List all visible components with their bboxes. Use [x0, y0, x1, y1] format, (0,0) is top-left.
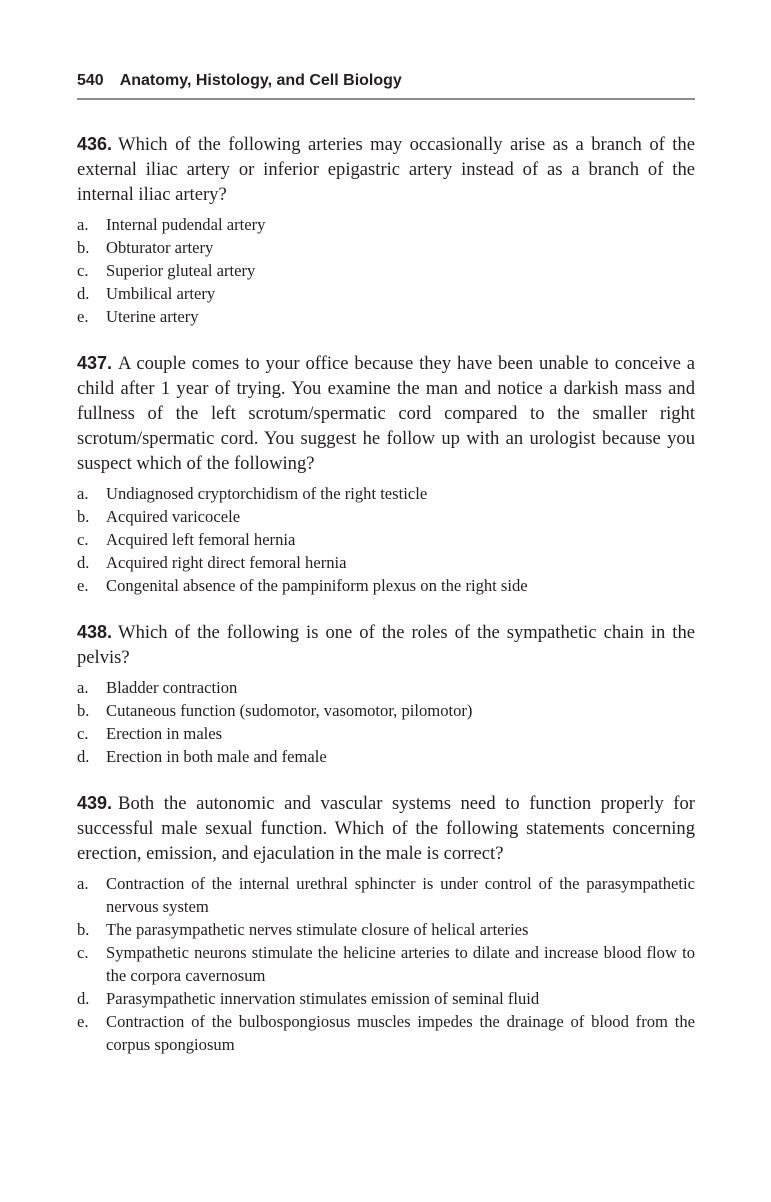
option-letter: c. [77, 261, 89, 280]
option-text: Acquired left femoral hernia [106, 530, 296, 549]
option-letter: d. [77, 553, 90, 572]
answer-options [77, 482, 695, 597]
option-letter: d. [77, 747, 90, 766]
option-text: Internal pudendal artery [106, 215, 266, 234]
question-437 [77, 351, 695, 597]
option-text: Contraction of the bulbospongiosus muscles impedes the drainage of blood from the corpus spongiosum [106, 1012, 695, 1054]
book-title: Anatomy, Histology, and Cell Biology [119, 72, 402, 89]
question-text: A couple comes to your office because they have been unable to conceive a child after 1 year of trying. You examine the man and notice a darkish mass and fullness of the left scrotum/spermatic cord compared to the smaller right scrotum/spermatic cord. You suggest he follow up with an urologist because you suspect which of the following? [77, 353, 695, 474]
answer-option [77, 987, 695, 1010]
page-number: 540 [77, 72, 104, 89]
option-letter: a. [77, 874, 89, 893]
answer-options [77, 213, 695, 328]
option-letter: c. [77, 724, 89, 743]
option-letter: a. [77, 678, 89, 697]
option-text: Superior gluteal artery [106, 261, 256, 280]
header-rule [77, 98, 695, 100]
option-letter: c. [77, 943, 89, 962]
question-number: 439. [77, 793, 113, 813]
answer-option [77, 872, 695, 918]
question-number: 437. [77, 353, 113, 373]
answer-option [77, 676, 695, 699]
option-text: The parasympathetic nerves stimulate closure of helical arteries [106, 920, 529, 939]
option-letter: d. [77, 989, 90, 1008]
option-letter: b. [77, 507, 90, 526]
option-text: Congenital absence of the pampiniform plexus on the right side [106, 576, 528, 595]
option-letter: d. [77, 284, 90, 303]
question-text: Both the autonomic and vascular systems need to function properly for successful male sexual function. Which of the following statements concerning erection, emission, and ejaculation in the male is correct? [77, 793, 695, 864]
option-text: Undiagnosed cryptorchidism of the right testicle [106, 484, 428, 503]
answer-option [77, 745, 695, 768]
option-letter: c. [77, 530, 89, 549]
question-text: Which of the following is one of the roles of the sympathetic chain in the pelvis? [77, 622, 695, 668]
answer-option [77, 505, 695, 528]
option-text: Parasympathetic innervation stimulates emission of seminal fluid [106, 989, 540, 1008]
question-number: 438. [77, 622, 113, 642]
question-439 [77, 791, 695, 1056]
answer-option [77, 722, 695, 745]
option-text: Cutaneous function (sudomotor, vasomotor, pilomotor) [106, 701, 473, 720]
option-text: Sympathetic neurons stimulate the helicine arteries to dilate and increase blood flow to the corpora cavernosum [106, 943, 695, 985]
question-436 [77, 132, 695, 328]
option-text: Uterine artery [106, 307, 199, 326]
answer-option [77, 282, 695, 305]
answer-option [77, 259, 695, 282]
option-text: Acquired varicocele [106, 507, 241, 526]
question-stem [77, 620, 695, 670]
answer-options [77, 872, 695, 1056]
option-letter: a. [77, 215, 89, 234]
option-letter: b. [77, 920, 90, 939]
option-text: Contraction of the internal urethral sphincter is under control of the parasympathetic nervous system [106, 874, 695, 916]
question-text: Which of the following arteries may occasionally arise as a branch of the external iliac artery or inferior epigastric artery instead of as a branch of the internal iliac artery? [77, 134, 695, 205]
option-letter: b. [77, 238, 90, 257]
question-list [77, 132, 695, 1079]
answer-option [77, 551, 695, 574]
option-letter: e. [77, 1012, 89, 1031]
running-head [77, 71, 695, 91]
answer-option [77, 941, 695, 987]
option-letter: b. [77, 701, 90, 720]
answer-option [77, 305, 695, 328]
answer-option [77, 918, 695, 941]
option-text: Erection in both male and female [106, 747, 327, 766]
option-letter: a. [77, 484, 89, 503]
answer-option [77, 528, 695, 551]
question-stem [77, 791, 695, 866]
option-text: Acquired right direct femoral hernia [106, 553, 347, 572]
answer-option [77, 482, 695, 505]
option-letter: e. [77, 307, 89, 326]
option-text: Obturator artery [106, 238, 214, 257]
option-text: Bladder contraction [106, 678, 238, 697]
question-number: 436. [77, 134, 113, 154]
answer-options [77, 676, 695, 768]
answer-option [77, 236, 695, 259]
option-letter: e. [77, 576, 89, 595]
answer-option [77, 213, 695, 236]
question-stem [77, 132, 695, 207]
option-text: Umbilical artery [106, 284, 216, 303]
answer-option [77, 574, 695, 597]
question-stem [77, 351, 695, 476]
option-text: Erection in males [106, 724, 223, 743]
answer-option [77, 1010, 695, 1056]
question-438 [77, 620, 695, 768]
answer-option [77, 699, 695, 722]
